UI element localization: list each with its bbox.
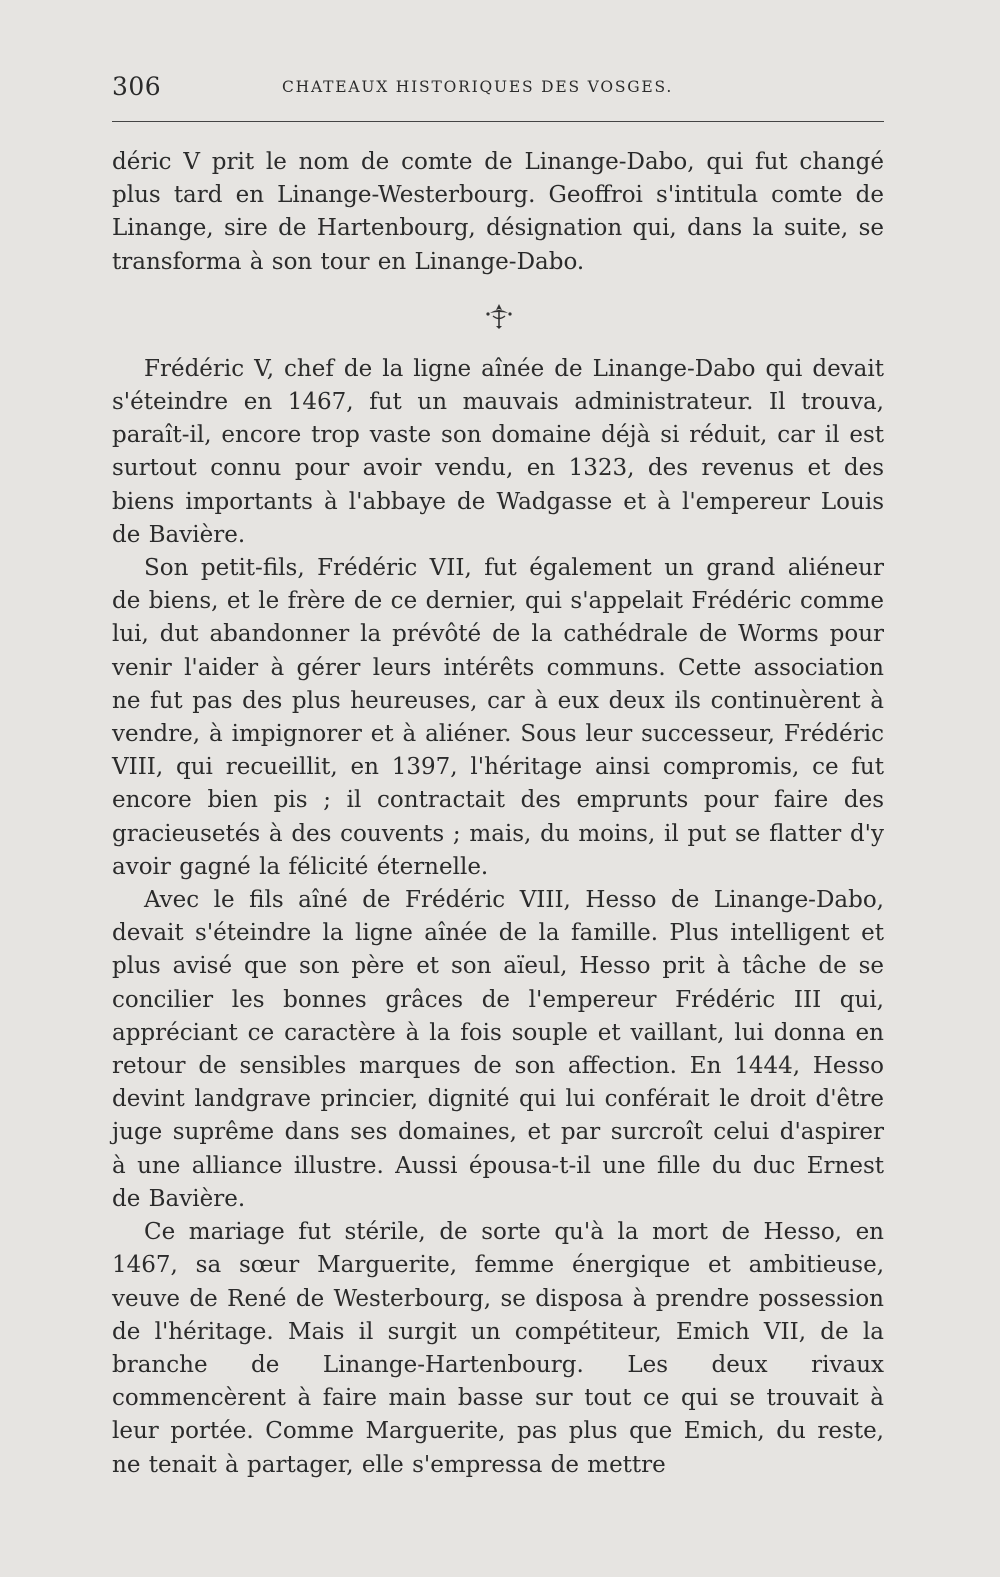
paragraph: Avec le fils aîné de Frédéric VIII, Hesso de Linange-Dabo, devait s'éteindre la ligne aînée de la famille. Plus intelligent et plus avisé que son père et son aïeul, Hesso prit à tâche de se concilier les bonnes grâces de l'empereur Frédéric III qui, appréciant ce caractère à la fois souple et vaillant, lui donna en retour de sensibles marques de son affection. En 1444, Hesso devint landgrave princier, dignité qui lui conférait le droit d'être juge suprême dans ses domaines, et par surcroît celui d'aspirer à une alliance illustre. Aussi épousa-t-il une fille du duc Ernest de Bavière. [112, 887, 884, 1212]
paragraph: Ce mariage fut stérile, de sorte qu'à la mort de Hesso, en 1467, sa sœur Marguerite, femme énergique et ambitieuse, veuve de René de Westerbourg, se disposa à prendre possession de l'héritage. Mais il surgit un compétiteur, Emich VII, de la branche de Linange-Hartenbourg. Les deux rivaux commencèrent à faire main basse sur tout ce qui se trouvait à leur portée. Comme Marguerite, pas plus que Emich, du reste, ne tenait à partager, elle s'empressa de mettre [112, 1219, 884, 1478]
running-title: CHATEAUX HISTORIQUES DES VOSGES. [282, 78, 674, 96]
text-block [112, 146, 884, 1482]
page-number: 306 [112, 72, 162, 101]
header-rule [112, 121, 884, 122]
paragraph: Son petit-fils, Frédéric VII, fut également un grand aliéneur de biens, et le frère de ce dernier, qui s'appelait Frédéric comme lui, dut abandonner la prévôté de la cathédrale de Worms pour venir l'aider à gérer leurs intérêts communs. Cette association ne fut pas des plus heureuses, car à eux deux ils continuèrent à vendre, à impignorer et à aliéner. Sous leur successeur, Frédéric VIII, qui recueillit, en 1397, l'héritage ainsi compromis, ce fut encore bien pis ; il contractait des emprunts pour faire des gracieusetés à des couvents ; mais, du moins, il put se flatter d'y avoir gagné la félicité éternelle. [112, 555, 884, 880]
page-header [112, 72, 884, 108]
fleuron-icon [484, 301, 514, 331]
paragraph-continuation: déric V prit le nom de comte de Linange-Dabo, qui fut changé plus tard en Linange-Westerbourg. Geoffroi s'intitula comte de Linange, sire de Hartenbourg, désignation qui, dans la suite, se transforma à son tour en Linange-Dabo. [112, 149, 884, 275]
section-ornament [112, 279, 884, 353]
paragraph: Frédéric V, chef de la ligne aînée de Linange-Dabo qui devait s'éteindre en 1467, fut un mauvais administrateur. Il trouva, paraît-il, encore trop vaste son domaine déjà si réduit, car il est surtout connu pour avoir vendu, en 1323, des revenus et des biens importants à l'abbaye de Wadgasse et à l'empereur Louis de Bavière. [112, 355, 884, 548]
